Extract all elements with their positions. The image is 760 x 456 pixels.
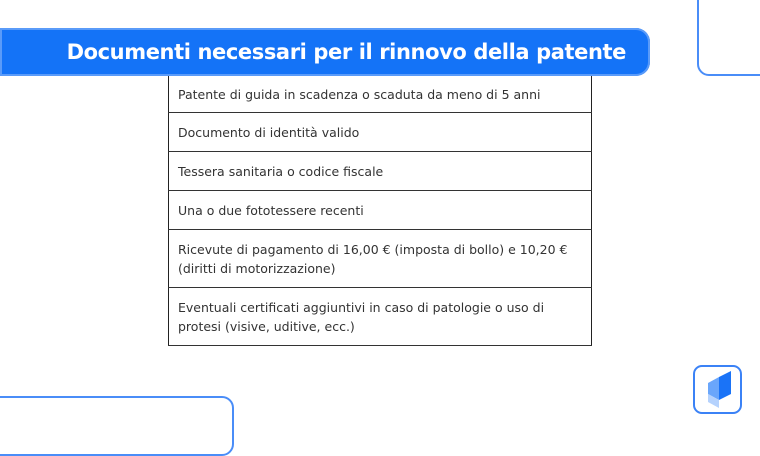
documents-table	[168, 76, 592, 346]
title-banner	[0, 28, 650, 76]
table-cell: Documento di identità valido	[169, 113, 592, 152]
table-cell: Patente di guida in scadenza o scaduta da meno di 5 anni	[178, 86, 541, 102]
decorative-frame-bottom-left	[0, 396, 234, 456]
table-row	[169, 113, 592, 152]
page-title: Documenti necessari per il rinnovo della patente	[66, 40, 626, 64]
table-cell: Tessera sanitaria o codice fiscale	[169, 152, 592, 191]
table-row	[169, 152, 592, 191]
brand-logo-icon	[695, 367, 740, 412]
table-row	[169, 288, 592, 346]
brand-logo	[693, 365, 742, 414]
table-row	[169, 230, 592, 288]
table-cell: Ricevute di pagamento di 16,00 € (imposta di bollo) e 10,20 € (diritti di motorizzazione)	[169, 230, 592, 288]
table-row	[169, 191, 592, 230]
table-row	[169, 76, 592, 113]
table-cell: Una o due fototessere recenti	[169, 191, 592, 230]
decorative-frame-top-right	[697, 0, 760, 76]
table-cell: Eventuali certificati aggiuntivi in caso di patologie o uso di protesi (visive, uditive, ecc.)	[169, 288, 592, 346]
